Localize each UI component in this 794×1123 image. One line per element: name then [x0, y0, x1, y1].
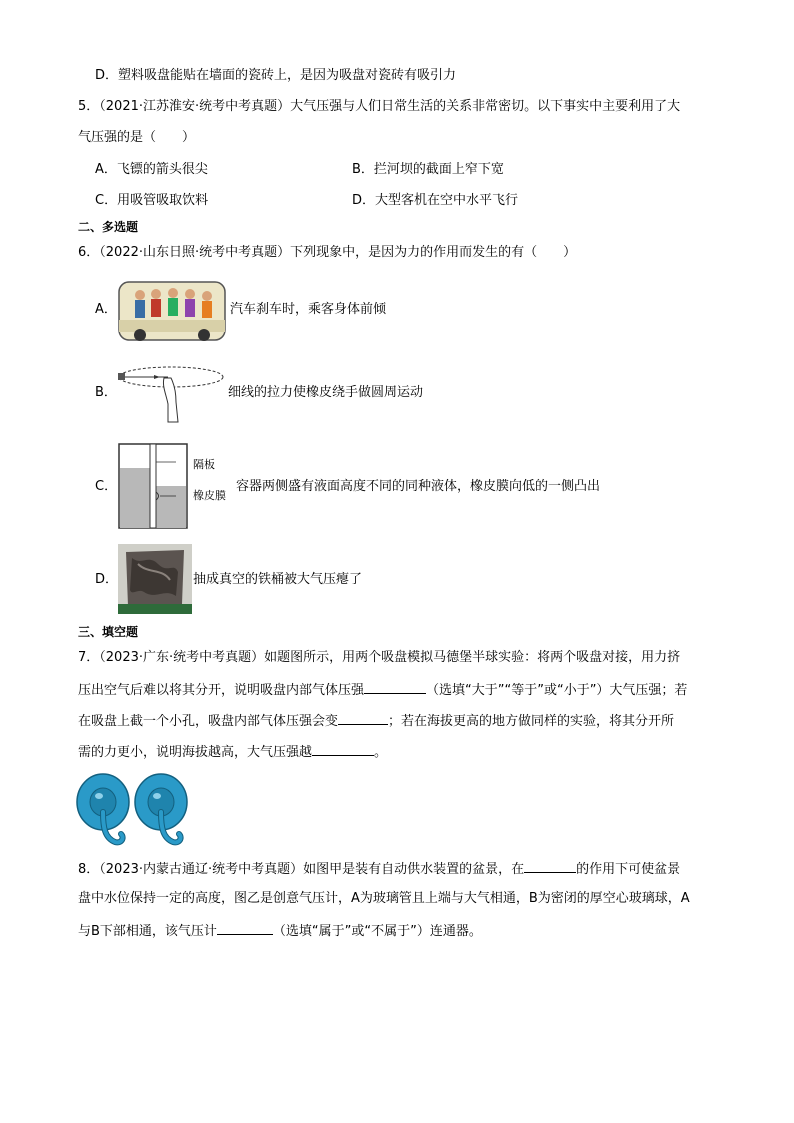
- bus-passengers-image: [118, 280, 226, 342]
- q4-option-d: D．塑料吸盘能贴在墙面的瓷砖上，是因为吸盘对瓷砖有吸引力: [95, 68, 457, 83]
- q5-stem-line1: 5．（2021·江苏淮安·统考中考真题）大气压强与人们日常生活的关系非常密切。以下事实中主要利用了大: [78, 99, 681, 114]
- q6-option-b-text: 细线的拉力使橡皮绕手做圆周运动: [228, 385, 424, 400]
- q7-line3-part1: 在吸盘上截一个小孔，吸盘内部气体压强会变: [78, 714, 339, 729]
- rubber-membrane-label: 橡皮膜: [193, 489, 226, 502]
- q7-line4-part1: 需的力更小，说明海拔越高，大气压强越: [78, 745, 313, 760]
- q7-line1: 7．（2023·广东·统考中考真题）如题图所示，用两个吸盘模拟马德堡半球实验：将两个吸盘对接，用力挤: [78, 650, 681, 665]
- q8-line3-part2: （选填“属于”或“不属于”）连通器。: [272, 924, 482, 939]
- q8-line1: [78, 858, 680, 880]
- q6-option-a-letter: A．: [95, 302, 117, 317]
- q5-stem-line2: 气压强的是（ ）: [78, 130, 196, 145]
- section-title-fill-in-blank: 三、填空题: [78, 625, 139, 639]
- q7-line3: [78, 710, 674, 732]
- q8-line2: 盘中水位保持一定的高度，图乙是创意气压计，A为玻璃管且上端与大气相通，B为密闭的厚空心玻璃球，A: [78, 891, 690, 906]
- q7-line4: [78, 741, 387, 763]
- crushed-iron-barrel-image: [118, 544, 192, 614]
- q7-line4-part2: 。: [374, 745, 388, 760]
- q8-blank-1[interactable]: [524, 858, 576, 873]
- q5-option-b: B．拦河坝的截面上窄下宽: [352, 162, 504, 177]
- q6-option-d-text: 抽成真空的铁桶被大气压瘪了: [193, 572, 363, 587]
- suction-cups-image: [75, 770, 195, 850]
- q8-line3-part1: 与B下部相通，该气压计: [78, 924, 217, 939]
- q5-option-c: C．用吸管吸取饮料: [95, 193, 209, 208]
- q7-blank-3[interactable]: [312, 741, 374, 756]
- eraser-circular-motion-image: [116, 364, 226, 424]
- q7-blank-1[interactable]: [364, 679, 426, 694]
- partition-label: 隔板: [193, 458, 215, 471]
- q5-option-d: D．大型客机在空中水平飞行: [352, 193, 519, 208]
- q6-option-b-letter: B．: [95, 385, 117, 400]
- q6-stem: 6．（2022·山东日照·统考中考真题）下列现象中，是因为力的作用而发生的有（ ）: [78, 245, 577, 260]
- section-title-multiple-choice: 二、多选题: [78, 220, 139, 234]
- q6-option-d-letter: D．: [95, 572, 119, 587]
- q7-line2-part1: 压出空气后难以将其分开，说明吸盘内部气体压强: [78, 683, 365, 698]
- q5-option-a: A．飞镖的箭头很尖: [95, 162, 208, 177]
- q6-option-c-letter: C．: [95, 479, 118, 494]
- q6-option-a-text: 汽车刹车时，乘客身体前倾: [230, 302, 387, 317]
- q8-line1-part1: 8．（2023·内蒙古通辽·统考中考真题）如图甲是装有自动供水装置的盆景，在: [78, 862, 525, 877]
- q7-line2: [78, 679, 687, 701]
- q7-line3-part2: ；若在海拔更高的地方做同样的实验，将其分开所: [388, 714, 675, 729]
- q6-option-c-text: 容器两侧盛有液面高度不同的同种液体，橡皮膜向低的一侧凸出: [236, 479, 601, 494]
- q8-line3: [78, 920, 482, 942]
- q8-line1-part2: 的作用下可使盆景: [576, 862, 681, 877]
- q7-blank-2[interactable]: [338, 710, 388, 725]
- q7-line2-part2: （选填“大于”“等于”或“小于”）大气压强；若: [426, 683, 688, 698]
- q8-blank-2[interactable]: [217, 920, 273, 935]
